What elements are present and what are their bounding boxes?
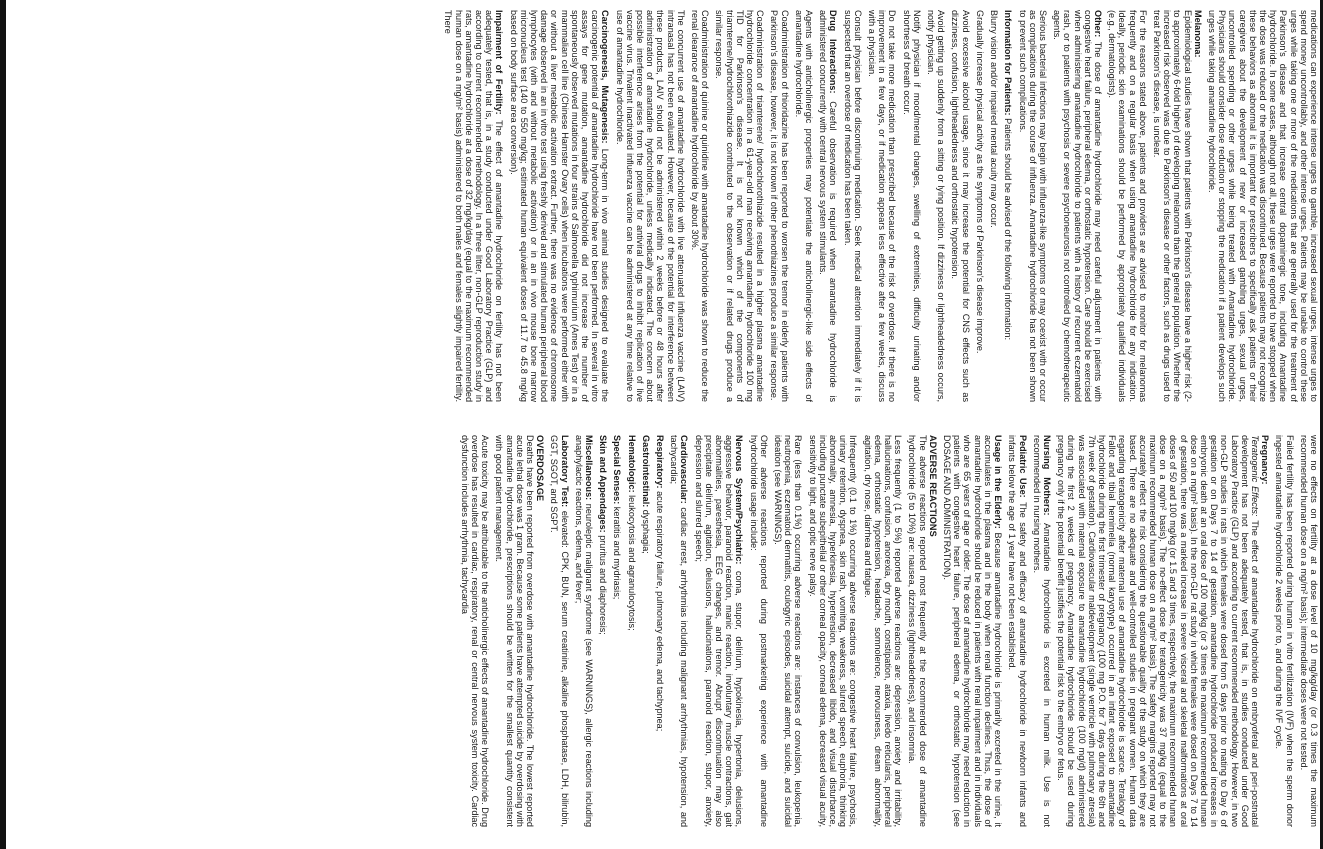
section-heading: Carcinogenesis, Mutagenesis: xyxy=(600,10,611,144)
nursing-section xyxy=(1032,435,1052,827)
right-column xyxy=(19,435,1319,827)
section-heading: OVERDOSAGE xyxy=(535,435,546,502)
section-heading: Special Senses: xyxy=(612,435,623,505)
paragraph: Acute toxicity may be attributable to the anticholinergic effects of amantadine hydrochloride. Drug overdose has resulted in cardiac, respiratory, renal or central nervous system toxicity. Cardiac dysfunction includes arrhythmia, tachycardia xyxy=(459,435,491,827)
section-heading: ADVERSE REACTIONS xyxy=(927,435,938,537)
paragraph: The safety and efficacy of amantadine hydrochloride in newborn infants and infants below the age of 1 year have not been established. xyxy=(1007,435,1028,827)
info-section xyxy=(1003,10,1013,402)
paragraph: Failed fertility has been reported during human in vitro fertilization (IVF) when the sperm donor ingested amantadine hydrochloride 2 weeks prior to, and during the IVF cycle. xyxy=(1274,435,1295,827)
paragraph: The adverse reactions reported most frequently at the recommended dose of amantadine hydrochloride (5 to 10%) are: nausea, dizziness (lightheadedness), and insomnia. xyxy=(907,435,928,827)
section-heading: Respiratory: xyxy=(655,435,666,489)
paragraph: elevated: CPK, BUN, serum creatinine, alkaline phosphatase, LDH, bilirubin, GGT, SGOT, and SGPT. xyxy=(549,435,570,827)
respiratory-section xyxy=(655,435,665,827)
cardiovascular-section xyxy=(669,435,689,827)
section-heading: Information for Patients: xyxy=(1003,10,1014,116)
paragraph: Epidemiological studies have shown that patients with Parkinson's disease have a higher risk (2- to approximately 6-fold higher) of developing melanoma than the general population. Whether the increased risk observed was due to Parkinson's disease or other factors, such as drugs used to treat Parkinson's disease, is unclear. xyxy=(1151,10,1193,402)
overdosage-section xyxy=(494,435,545,827)
paragraph: Infrequently (0.1 to 1%) occurring adverse reactions are: congestive heart failure, psychosis, urinary retention, dyspnea, skin rash, vomiting, weakness, slurred speech, euphoria, thinking abnormality, amnesia, hyperkinesia, hypertension, decreased libido, and visual disturbance, including punctate subepithelial or other corneal opacity, corneal edema, decreased visual acuity, sensitivity to light, and optic nerve palsy. xyxy=(807,435,859,827)
paragraph: Less frequently (1 to 5%) reported adverse reactions are: depression, anxiety and irritability, hallucinations, confusion, anorexia, dry mouth, constipation, ataxia, livedo reticularis, peripheral edema, orthostatic hypotension, headache, somnolence, nervousness, dream abnormality, agitation, dry nose, diarrhea and fatigue. xyxy=(862,435,904,827)
paragraph: Amantadine hydrochloride is excreted in human milk. Use is not recommended in nursing mothers. xyxy=(1031,435,1052,827)
carcinogenesis-section xyxy=(508,10,610,402)
paragraph: Patients should be advised of the following information: xyxy=(1003,118,1014,341)
section-heading: Gastrointestinal: xyxy=(640,435,651,508)
section-heading: Nursing Mothers: xyxy=(1041,435,1052,516)
special-senses-section xyxy=(612,435,622,827)
paragraph: Coadministration of thioridazine has been reported to worsen the tremor in elderly patients with Parkinson's disease, however, it is not known if other phenothiazines produce a similar response. xyxy=(769,10,790,402)
paragraph: Serious bacterial infections may begin with influenza-like symptoms or may coexist with or occur as complications during the course of influenza. Amantadine hydrochloride has not been shown to prevent such complications. xyxy=(1017,10,1048,402)
section-heading: Impairment of Fertility: xyxy=(494,10,505,115)
paragraph: Deaths have been reported from overdose with amantadine hydrochloride. The lowest reported acute lethal dose was 1 gram. Because some patients have attempted suicide by overdosing with amantadine hydrochloride, prescriptions should be written for the smallest quantity consistent with good patient management. xyxy=(494,435,535,827)
paragraph: Consult physician before discontinuing medication. Seek medical attention immediately if it is suspected that an overdose of medication has been taken. xyxy=(842,10,863,402)
paragraph: coma, stupor, delirium, hypokinesia, hypertonia, delusions, aggressive behavior, paranoid reaction, manic reaction, involuntary muscle contractions, gait abnormalities, paresthesia, EEG changes, and tremor. Abrupt discontinuation may also precipitate delirium, agitation, delusions, hallucinations, paranoid reaction, stupor, anxiety, depression and slurred speech; xyxy=(693,435,745,827)
section-heading: Pediatric Use: xyxy=(1017,435,1028,498)
paragraph: Blurry vision and/or impaired mental acuity may occur. xyxy=(989,10,1000,228)
pregnancy-section xyxy=(1056,435,1270,827)
melanoma-section xyxy=(1152,10,1203,402)
paragraph: Do not take more medication than prescribed because of the risk of overdose. If there is no improvement in a few days, or if medication appears less effective after a few weeks, discuss with a physician. xyxy=(867,10,898,402)
section-heading: Pregnancy: xyxy=(1260,435,1271,485)
paragraph: The concurrent use of amantadine hydrochloride with live attenuated influenza vaccine (LAIV) intranasal has not been evaluated. However, because of the potential for interference between these products, LAIV should not be administered within 2 weeks before or 48 hours after administration of amantadine hydrochloride, unless medically indicated. The concern about possible interference arises from the potential for antiviral drugs to inhibit replication of live vaccine virus. Trivalent inactivated influenza vaccine can be administered at any time relative to use of amantadine hydrochloride. xyxy=(614,10,686,402)
paragraph: Coadministration of triamterene/ hydrochlorothiazide resulted in a higher plasma amantadine hydrochloride concentration in a 61-year-old man receiving amantadine hydrochloride 100 mg TID for Parkinson's disease. It is not known which of the components of triamterene/hydrochlorothiazide contributed to the observation or if related drugs produce a similar response. xyxy=(714,10,766,402)
elderly-section xyxy=(942,435,1003,827)
left-column xyxy=(19,10,1319,402)
section-heading: Miscellaneous: xyxy=(584,435,594,501)
paragraph: The effect of amantadine hydrochloride on fertility has not been adequately tested, that is, in a study conducted under Good Laboratory Practice (GLP) and according to current recommended methodology. In a three litter, non-GLP reproduction study in rats, amantadine hydrochloride at a dose of 32 mg/kg/day (equal to the maximum recommended human dose on a mg/m² basis) administered to both males and females slightly impaired fertility. There xyxy=(443,10,505,402)
skin-section xyxy=(598,435,608,827)
adverse-reactions-section xyxy=(907,435,938,827)
paragraph: cardiac arrest, arrhythmias including malignant arrhythmias, hypotension, and tachycardia; xyxy=(669,435,690,827)
laboratory-section xyxy=(549,435,569,827)
hematologic-section xyxy=(626,435,636,827)
section-heading: Melanoma: xyxy=(1192,10,1203,58)
paragraph: acute respiratory failure, pulmonary edema, and tachypnea; xyxy=(655,491,666,732)
pediatric-section xyxy=(1007,435,1027,827)
section-heading: Laboratory Test: xyxy=(559,435,570,508)
paragraph: Careful observation is required when amantadine hydrochloride is administered concurrently with central nervous system stimulants. xyxy=(818,10,839,402)
paragraph: Rare (less than 0.1%) occurring adverse reactions are: instances of convulsion, leukopenia, neutropenia, eczematoid dermatitis, oculogyric episodes, suicidal attempt, suicide, and suicidal ideation (see WARNINGS). xyxy=(773,435,804,827)
section-heading: Cardiovascular: xyxy=(679,435,690,504)
drug-interactions-section xyxy=(818,10,838,402)
paragraph: keratitis and mydriasis; xyxy=(612,506,623,600)
paragraph: For the reasons stated above, patients and providers are advised to monitor for melanomas frequently and on a regular basis when using amantadine hydrochloride for any indication. Ideally, periodic skin examinations should be performed by appropriately qualified individuals (e.g., dermatologists). xyxy=(1107,10,1148,402)
paragraph: The effect of amantadine hydrochloride on embryofetal and peri-postnatal development has not been adequately tested, that is, in studies conducted under Good Laboratory Practice (GLP) and according to current recommended methodology. However, in two non-GLP studies in rats in which females were dosed from 5 days prior to mating to Day 6 of gestation or on Days 7 to 14 of gestation, amantadine hydrochloride produced increases in embryonic death at an oral dose of 100 mg/kg (or 3 times the maximum recommended human dose on a mg/m² basis). In the non-GLP rat study in which females were dosed on Days 7 to 14 of gestation, there was a marked increase in severe visceral and skeletal malformations at oral doses of 50 and 100 mg/kg (or 1.5 and 3 times, respectively, the maximum recommended human dose on a mg/m² basis). The no-effect dose for teratogenicity was 37 mg/kg (equal to the maximum recommended human dose on a mg/m² basis). The safety margins reported may not accurately reflect the risk considering the questionable quality of the study on which they are based. There are no adequate and well-controlled studies in pregnant women. Human data regarding teratogenicity after maternal use of amantadine hydrochloride is scarce. Tetralogy of Fallot and tibial hemimelia (normal karyotype) occurred in an infant exposed to amantadine hydrochloride during the first trimester of pregnancy (100 mg P.O. for 7 days during the 6th and 7th week of gestation). Cardiovascular maldevelopment (single ventricle with pulmonary atresia) was associated with maternal exposure to amantadine hydrochloride (100 mg/d) administered during the first 2 weeks of pregnancy. Amantadine hydrochloride should be used during pregnancy only if the potential benefit justifies the potential risk to the embryo or fetus. xyxy=(1056,435,1260,827)
paragraph: Agents with anticholinergic properties may potentiate the anticholinergic-like side effects of amantadine hydrochloride. xyxy=(793,10,815,402)
paragraph: Coadministration of quinine or quinidine with amantadine hydrochloride was shown to reduce the renal clearance of amantadine hydrochloride by about 30%. xyxy=(690,10,711,402)
paragraph: leukocytosis and agranulocytosis; xyxy=(626,495,637,631)
gastrointestinal-section xyxy=(641,435,651,827)
paragraph: Notify physician if mood/mental changes, swelling of extremities, difficulty urinating and/or shortness of breath occur. xyxy=(901,10,922,402)
miscellaneous-section xyxy=(574,435,594,827)
section-heading: Other: xyxy=(1092,10,1103,38)
rotated-page xyxy=(6,0,1323,849)
paragraph: Avoid getting up suddenly from a sitting or lying position. If dizziness or lightheadedness occurs, notify physician. xyxy=(926,10,947,402)
paragraph: The dose of amantadine hydrochloride may need careful adjustment in patients with congestive heart failure, peripheral edema, or orthostatic hypotension. Care should be exercised when administering amantadine hydrochloride to patients with a history of recurrent eczematoid rash, or to patients with psychosis or severe psychoneurosis not controlled by chemotherapeutic agents. xyxy=(1052,10,1103,402)
paragraph: dysphagia; xyxy=(640,509,651,554)
section-heading: Nervous System/Psychiatric: xyxy=(734,435,745,565)
paragraph: Long-term in vivo animal studies designed to evaluate the carcinogenic potential of amantadine hydrochloride have not been performed. In several in vitro assays for gene mutation, amantadine hydrochloride did not increase the number of spontaneously observed mutations in four strains of Salmonella typhimurium (Ames Test) or in a mammalian cell line (Chinese Hamster Ovary cells) when incubations were performed either with or without a liver metabolic activation extract. Further, there was no evidence of chromosome damage observed in an in vitro test using freshly derived and stimulated human peripheral blood lymphocytes (with and without metabolic activation) or in an in vivo mouse bone marrow micronucleus test (140 to 550 mg/kg; estimated human equivalent doses of 11.7 to 45.8 mg/kg based on body surface area conversion). xyxy=(508,10,611,402)
nervous-system-section xyxy=(693,435,744,827)
paragraph: Because amantadine hydrochloride is primarily excreted in the urine, it accumulates in the plasma and in the body when renal function declines. Thus, the dose of amantadine hydrochloride should be reduced in patients with renal impairment and in individuals who are 65 years of age or older. The dose of amantadine hydrochloride may need reduction in patients with congestive heart failure, peripheral edema, or orthostatic hypotension (see DOSAGE AND ADMINISTRATION). xyxy=(942,435,1004,827)
paragraph: Avoid excessive alcohol usage, since it may increase the potential for CNS effects such as dizziness, confusion, lightheadedness and orthostatic hypotension. xyxy=(950,10,971,402)
section-heading: Drug Interactions: xyxy=(828,10,839,94)
fertility-section xyxy=(443,10,504,402)
paragraph: neuroleptic malignant syndrome (see WARNINGS), allergic reactions including anaphylactic reactions, edema, and fever; xyxy=(573,435,594,827)
other-section xyxy=(1052,10,1103,402)
paragraph: were no effects on fertility at a dose level of 10 mg/kg/day (or 0.3 times the maximum recommended human dose on a mg/m² basis); intermediate doses were not tested. xyxy=(1298,435,1319,827)
paragraph: medications can experience intense urges to gamble, increased sexual urges, intense urges to spend money uncontrollably, and other intense urges. Patients may be unable to control these urges while taking one or more of the medications that are generally used for the treatment of Parkinson's disease and that increase central dopaminergic tone, including Amantadine hydrochloride. In some cases, although not all, these urges were reported to have stopped when the dose was reduced or the medication was discontinued. Because patients may not recognize these behaviors as abnormal it is important for prescribers to specifically ask patients or their caregivers about the development of new or increased gambling urges, sexual urges, uncontrolled spending or other urges while being treated with Amantadine hydrochloride. Physicians should consider dose reduction or stopping the medication if a patient develops such urges while taking amantadine hydrochloride. xyxy=(1206,10,1319,402)
section-heading: Usage in the Elderly: xyxy=(993,435,1004,529)
section-heading: Skin and Appendages: xyxy=(598,435,609,533)
section-heading: Hematologic: xyxy=(626,435,637,493)
paragraph: pruritus and diaphoresis; xyxy=(598,535,609,635)
paragraph: Other adverse reactions reported during postmarketing experience with amantadine hydrochloride usage include: xyxy=(748,435,769,827)
paragraph: Gradually increase physical activity as the symptoms of Parkinson's disease improve. xyxy=(974,10,985,354)
subheading: Teratogenic Effects: xyxy=(1249,435,1260,517)
